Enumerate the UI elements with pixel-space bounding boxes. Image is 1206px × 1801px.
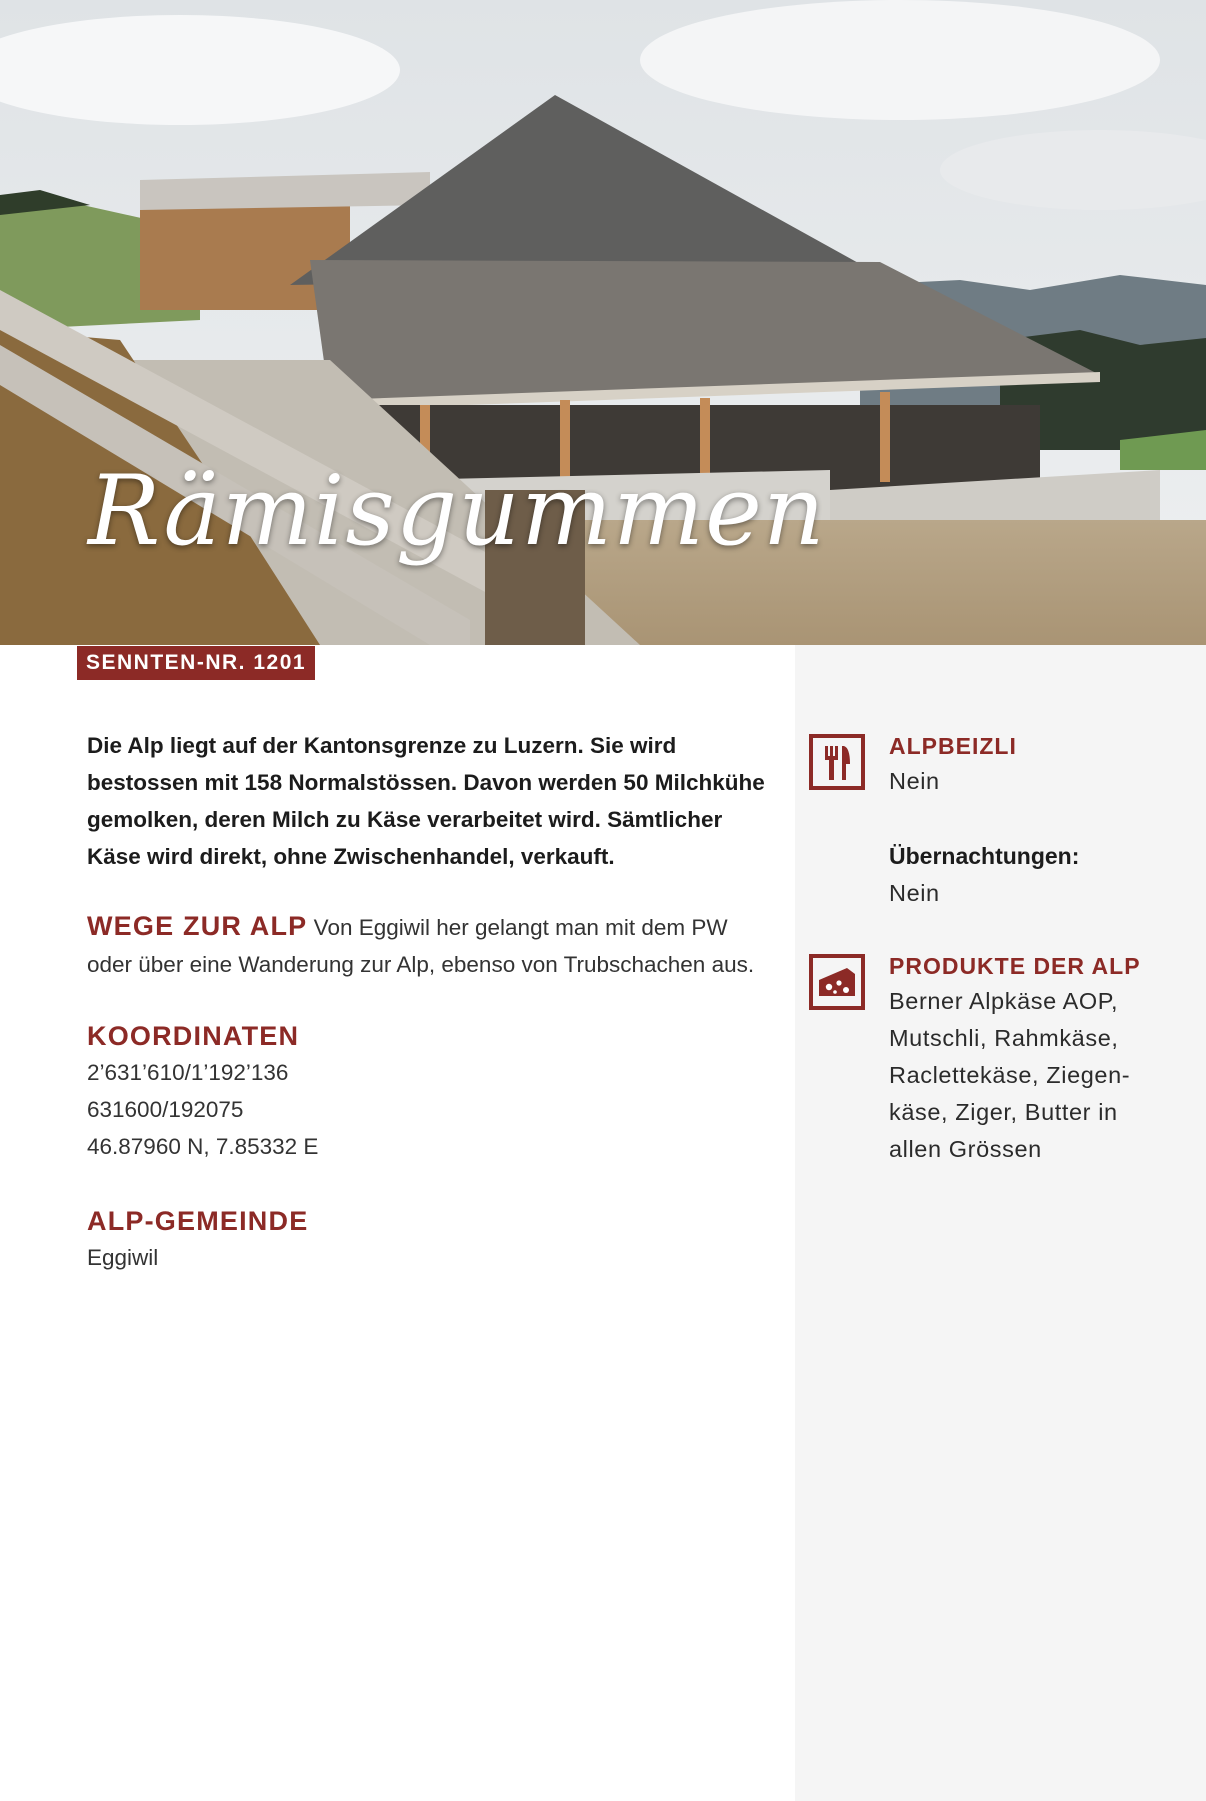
coordinate-line: 2’631’610/1’192’136 [87, 1060, 289, 1085]
intro-paragraph: Die Alp liegt auf der Kantonsgrenze zu Luzern. Sie wird bestossen mit 158 Normalstössen. Davon werden 50 Milchkühe gemolken, deren Milch zu Käse verarbeitet wird. Sämtlicher Käse wird direkt, ohne Zwischenhandel, verkauft. [87, 733, 765, 869]
gemeinde-value: Eggiwil [87, 1245, 159, 1270]
produkte-line: Mutschli, Rahmkäse, [889, 1025, 1119, 1051]
produkte-section [889, 949, 1189, 1168]
uebernachtungen-section [889, 838, 1189, 912]
produkte-line: käse, Ziger, Butter in [889, 1099, 1118, 1125]
produkte-line: Raclettekäse, Ziegen- [889, 1062, 1131, 1088]
produkte-line: allen Grössen [889, 1136, 1042, 1162]
alpbeizli-value: Nein [889, 768, 940, 794]
wege-heading: WEGE ZUR ALP [87, 911, 308, 941]
hero-photo [0, 0, 1206, 645]
restaurant-icon [809, 734, 865, 790]
wege-section [87, 908, 777, 983]
uebernachtungen-label: Übernachtungen: [889, 843, 1080, 869]
wege-text: Von Eggiwil her gelangt man mit dem PW oder über eine Wanderung zur Alp, ebenso von Trubschachen aus. [87, 915, 755, 977]
alpbeizli-section [889, 729, 1189, 800]
coordinate-line: 631600/192075 [87, 1097, 244, 1122]
gemeinde-section [87, 1203, 308, 1276]
cheese-icon [809, 954, 865, 1010]
alpbeizli-heading: ALPBEIZLI [889, 733, 1017, 759]
gemeinde-heading: ALP-GEMEINDE [87, 1206, 309, 1236]
coordinate-line: 46.87960 N, 7.85332 E [87, 1134, 319, 1159]
sennten-number-badge: SENNTEN-NR. 1201 [77, 646, 315, 680]
info-sidebar [795, 645, 1206, 1801]
page-title: Rämisgummen [88, 455, 826, 567]
produkte-heading: PRODUKTE DER ALP [889, 953, 1141, 979]
koordinaten-heading: KOORDINATEN [87, 1021, 300, 1051]
produkte-line: Berner Alpkäse AOP, [889, 988, 1119, 1014]
uebernachtungen-value: Nein [889, 880, 940, 906]
koordinaten-section [87, 1018, 318, 1165]
